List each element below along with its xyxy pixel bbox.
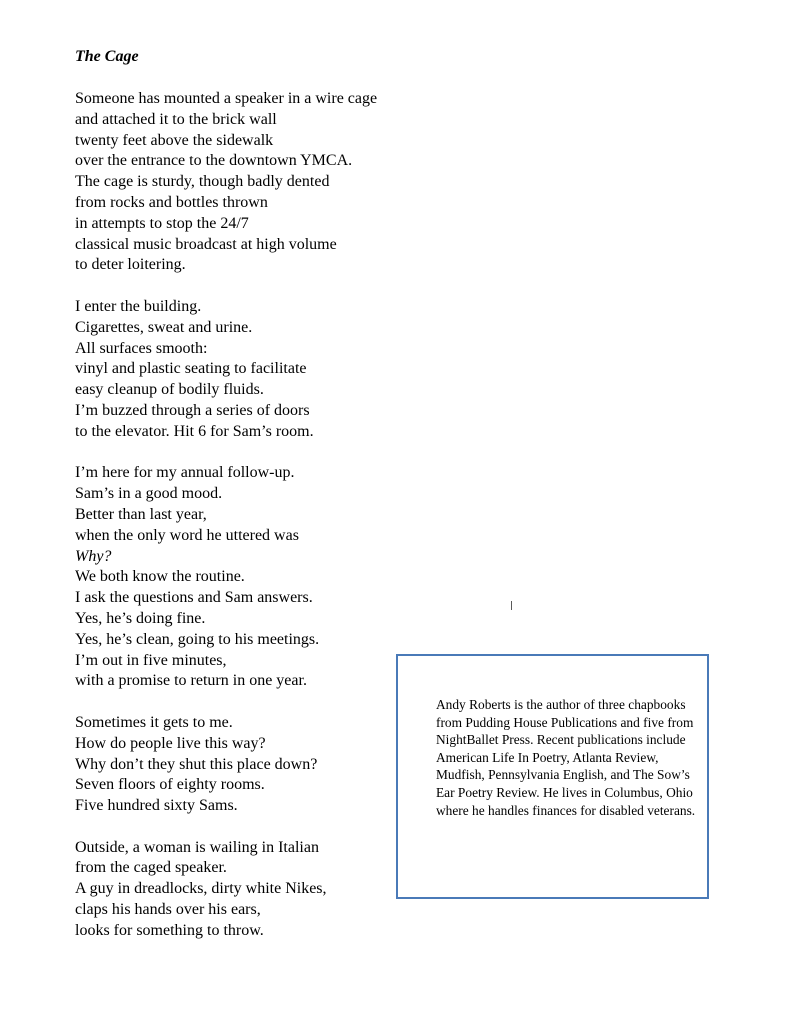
poem-line: when the only word he uttered was bbox=[75, 526, 299, 544]
poem-line: Why don’t they shut this place down? bbox=[75, 755, 318, 773]
poem-line: claps his hands over his ears, bbox=[75, 901, 261, 919]
stanza bbox=[75, 713, 377, 817]
poem-line: Yes, he’s clean, going to his meetings. bbox=[75, 630, 320, 648]
poem-line: from rocks and bottles thrown bbox=[75, 193, 268, 211]
poem-line-italic: Why? bbox=[75, 547, 112, 565]
poem-line: Seven floors of eighty rooms. bbox=[75, 776, 265, 794]
stanza bbox=[75, 297, 377, 443]
poem-line: A guy in dreadlocks, dirty white Nikes, bbox=[75, 880, 327, 898]
poem-line: looks for something to throw. bbox=[75, 921, 264, 939]
poem-line: Sam’s in a good mood. bbox=[75, 485, 223, 503]
poem-body bbox=[75, 89, 377, 942]
poem-line: I’m out in five minutes, bbox=[75, 651, 227, 669]
poem-line: I’m here for my annual follow-up. bbox=[75, 464, 295, 482]
stanza bbox=[75, 89, 377, 276]
poem-line: Five hundred sixty Sams. bbox=[75, 797, 238, 815]
author-bio-text: Andy Roberts is the author of three chapbooks from Pudding House Publications and five from NightBallet Press. Recent publications include American Life In Poetry, Atlanta Review, Mudfish, Pennsylvania English, and The Sow’s Ear Poetry Review. He lives in Columbus, Ohio where he handles finances for disabled veterans. bbox=[436, 697, 696, 818]
poem-line: classical music broadcast at high volume bbox=[75, 235, 337, 253]
poem-line: All surfaces smooth: bbox=[75, 339, 208, 357]
poem-line: to the elevator. Hit 6 for Sam’s room. bbox=[75, 422, 314, 440]
poem-line: The cage is sturdy, though badly dented bbox=[75, 173, 330, 191]
poem-line: vinyl and plastic seating to facilitate bbox=[75, 360, 307, 378]
poem-line: twenty feet above the sidewalk bbox=[75, 131, 274, 149]
poem-line: over the entrance to the downtown YMCA. bbox=[75, 152, 353, 170]
poem-line: and attached it to the brick wall bbox=[75, 110, 277, 128]
poem-line: Outside, a woman is wailing in Italian bbox=[75, 838, 319, 856]
poem-line: Better than last year, bbox=[75, 505, 207, 523]
poem-line: How do people live this way? bbox=[75, 734, 266, 752]
poem-line: We both know the routine. bbox=[75, 568, 245, 586]
text-cursor bbox=[511, 601, 512, 610]
poem-line: Yes, he’s doing fine. bbox=[75, 609, 206, 627]
poem-title: The Cage bbox=[75, 48, 139, 65]
poem-line: from the caged speaker. bbox=[75, 859, 227, 877]
poem-line: with a promise to return in one year. bbox=[75, 672, 307, 690]
poem-line: Sometimes it gets to me. bbox=[75, 713, 233, 731]
stanza bbox=[75, 838, 377, 942]
stanza bbox=[75, 463, 377, 692]
poem-line: to deter loitering. bbox=[75, 256, 186, 274]
author-bio-box bbox=[396, 654, 709, 899]
poem-line: I enter the building. bbox=[75, 297, 202, 315]
poem-line: Someone has mounted a speaker in a wire cage bbox=[75, 90, 378, 107]
poem-line: easy cleanup of bodily fluids. bbox=[75, 381, 264, 399]
poem-line: I ask the questions and Sam answers. bbox=[75, 589, 313, 607]
poem-line: Cigarettes, sweat and urine. bbox=[75, 318, 253, 336]
poem-line: in attempts to stop the 24/7 bbox=[75, 214, 249, 232]
poem-line: I’m buzzed through a series of doors bbox=[75, 401, 310, 419]
